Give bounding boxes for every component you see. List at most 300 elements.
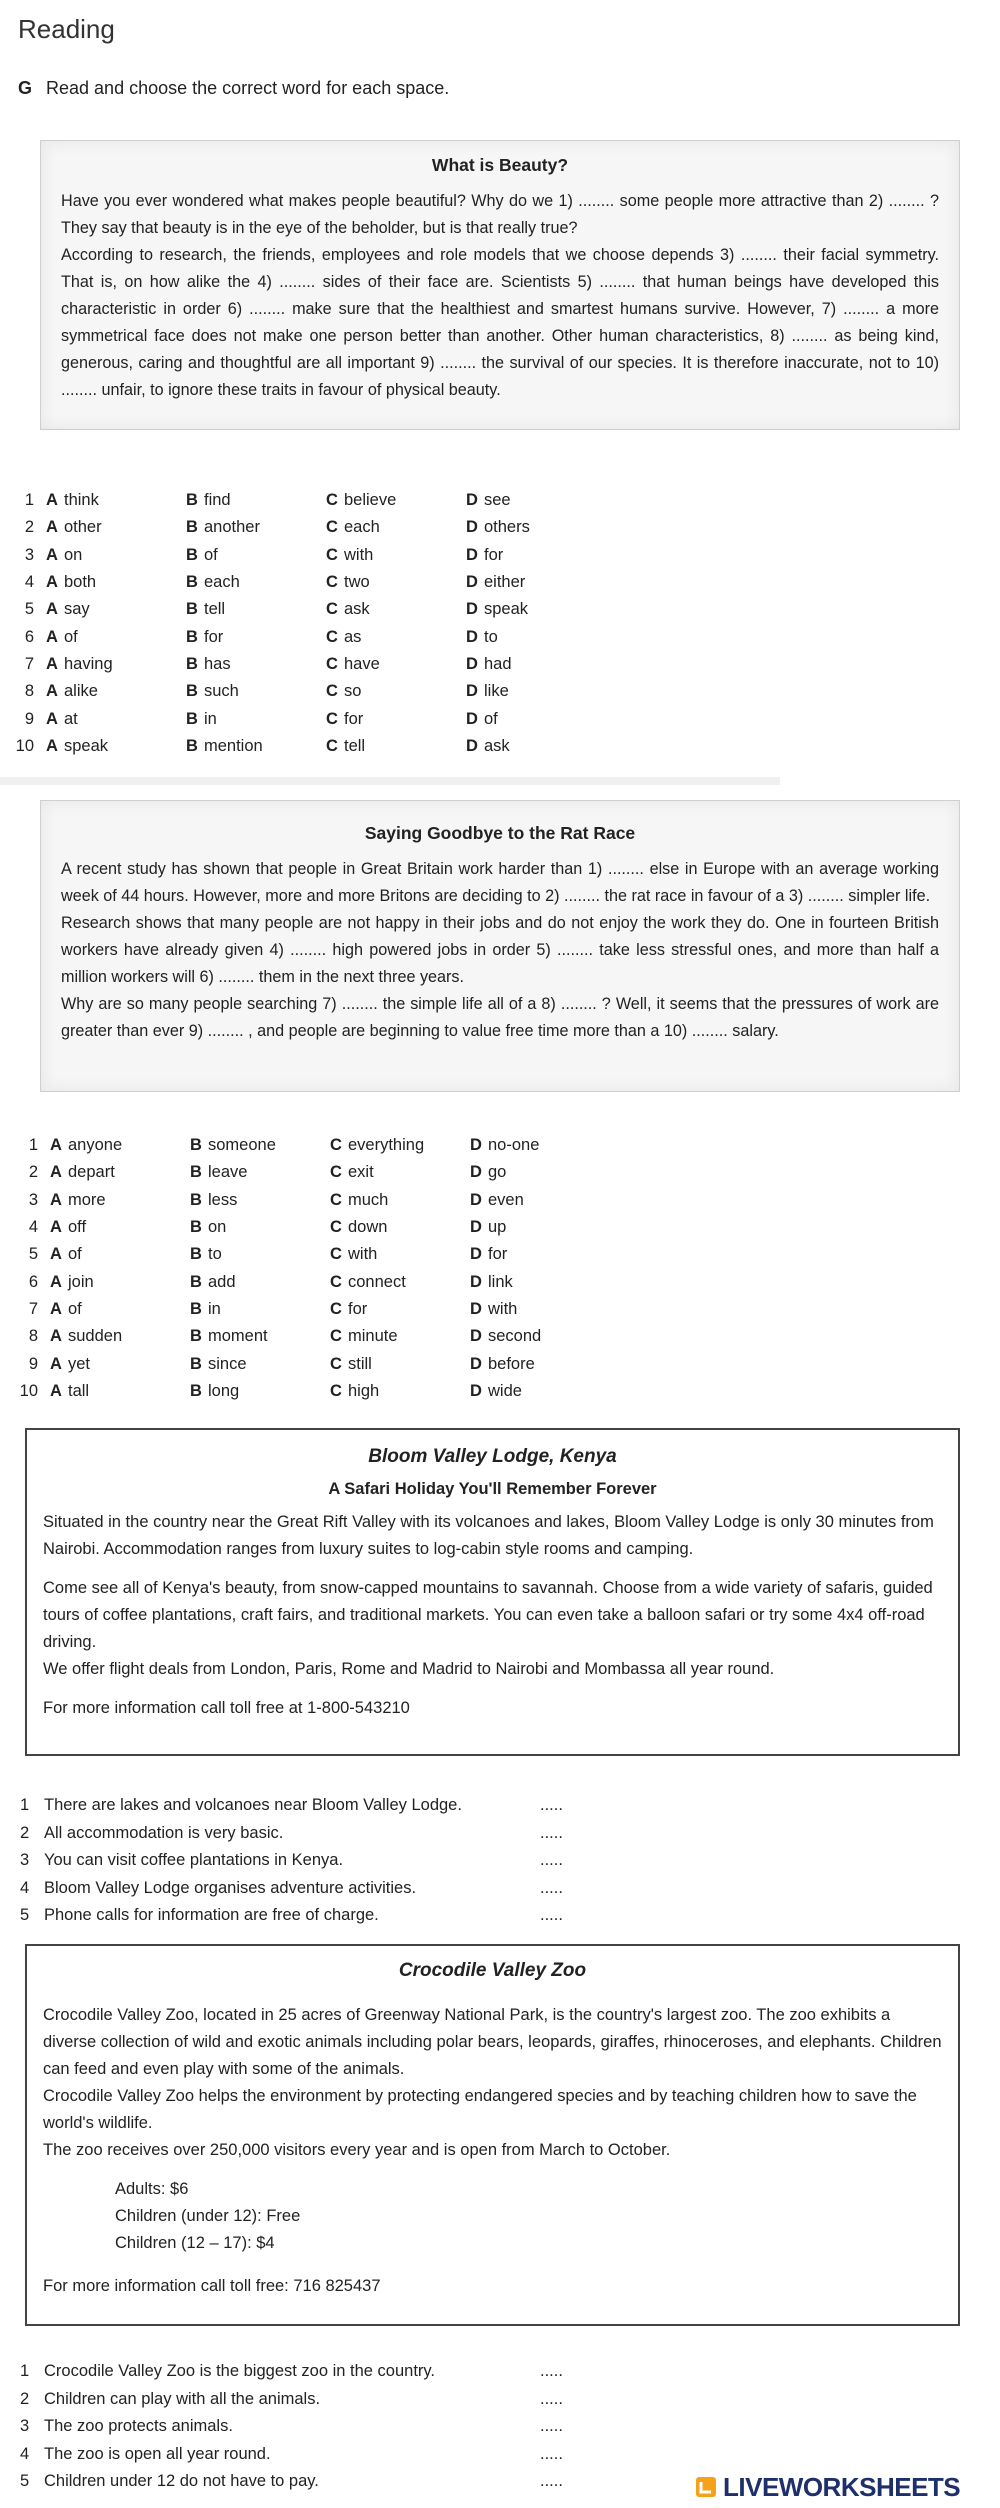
statement-row xyxy=(20,1820,580,1848)
option-word: since xyxy=(208,1354,247,1373)
option-a[interactable] xyxy=(46,710,186,729)
option-letter: A xyxy=(50,1245,62,1264)
answer-blank[interactable]: ..... xyxy=(540,1906,563,1925)
question-number: 3 xyxy=(24,545,34,564)
option-letter: C xyxy=(330,1272,342,1291)
option-b[interactable] xyxy=(190,1245,330,1264)
option-word: either xyxy=(484,573,526,592)
beauty-paragraph-1: Have you ever wondered what makes people beautiful? Why do we 1) ........ some people more attractive than 2) ........ ? They say that beauty is in the eye of the beholder, but is that really true? xyxy=(61,192,939,237)
option-c[interactable] xyxy=(326,600,466,619)
option-letter: C xyxy=(330,1163,342,1182)
option-word: ask xyxy=(344,600,370,619)
option-c[interactable] xyxy=(326,546,466,565)
option-d[interactable] xyxy=(466,546,606,565)
option-a[interactable] xyxy=(50,1163,190,1182)
statement-number: 1 xyxy=(20,2362,30,2381)
option-a[interactable] xyxy=(46,737,186,756)
option-row xyxy=(14,487,606,514)
option-c[interactable] xyxy=(326,491,466,510)
option-letter: C xyxy=(330,1354,342,1373)
statement-text: Children can play with all the animals. xyxy=(44,2389,321,2408)
option-b[interactable] xyxy=(186,737,326,756)
option-letter: C xyxy=(330,1190,342,1209)
option-word: say xyxy=(64,600,90,619)
option-word: more xyxy=(68,1190,106,1209)
price-children-12-17: Children (12 – 17): $4 xyxy=(115,2234,275,2252)
question-number: 1 xyxy=(24,491,34,510)
options-list-1 xyxy=(14,487,606,760)
option-letter: B xyxy=(190,1163,202,1182)
option-c[interactable] xyxy=(326,628,466,647)
statement-row xyxy=(20,1875,580,1903)
option-letter: C xyxy=(330,1299,342,1318)
option-letter: A xyxy=(50,1299,62,1318)
option-row xyxy=(18,1159,610,1186)
option-word: both xyxy=(64,573,97,592)
option-row xyxy=(18,1214,610,1241)
option-d[interactable] xyxy=(466,737,606,756)
option-b[interactable] xyxy=(190,1136,330,1155)
option-a[interactable] xyxy=(46,682,186,701)
option-row xyxy=(14,596,606,623)
option-word: to xyxy=(208,1245,222,1264)
option-word: with xyxy=(344,545,374,564)
option-letter: A xyxy=(50,1163,62,1182)
option-row xyxy=(14,569,606,596)
option-d[interactable] xyxy=(470,1327,610,1346)
option-letter: A xyxy=(46,600,58,619)
option-letter: B xyxy=(186,545,198,564)
option-word: each xyxy=(204,573,240,592)
option-a[interactable] xyxy=(46,600,186,619)
option-word: speak xyxy=(64,736,109,755)
option-row xyxy=(14,705,606,732)
option-word: down xyxy=(348,1218,388,1237)
option-b[interactable] xyxy=(186,710,326,729)
option-letter: C xyxy=(326,518,338,537)
option-c[interactable] xyxy=(330,1300,470,1319)
option-row xyxy=(18,1296,610,1323)
option-letter: B xyxy=(190,1354,202,1373)
option-c[interactable] xyxy=(330,1355,470,1374)
statement-text: Crocodile Valley Zoo is the biggest zoo in the country. xyxy=(44,2362,436,2381)
option-word: anyone xyxy=(68,1136,123,1155)
option-c[interactable] xyxy=(326,573,466,592)
option-word: believe xyxy=(344,491,397,510)
option-letter: A xyxy=(46,627,58,646)
statement-row xyxy=(20,1847,580,1875)
reading-box-rat-race xyxy=(40,800,960,1092)
option-letter: C xyxy=(326,682,338,701)
option-a[interactable] xyxy=(50,1355,190,1374)
option-b[interactable] xyxy=(190,1191,330,1210)
task-text: Read and choose the correct word for each space. xyxy=(46,78,450,98)
option-a[interactable] xyxy=(50,1300,190,1319)
option-d[interactable] xyxy=(466,600,606,619)
option-b[interactable] xyxy=(190,1300,330,1319)
option-d[interactable] xyxy=(466,491,606,510)
option-a[interactable] xyxy=(50,1245,190,1264)
answer-blank[interactable]: ..... xyxy=(540,1851,563,1870)
statement-text: Children under 12 do not have to pay. xyxy=(44,2472,319,2491)
option-letter: B xyxy=(186,573,198,592)
question-number: 8 xyxy=(24,682,34,701)
option-d[interactable] xyxy=(470,1273,610,1292)
option-a[interactable] xyxy=(46,655,186,674)
option-c[interactable] xyxy=(326,655,466,674)
answer-blank[interactable]: ..... xyxy=(540,2472,563,2491)
option-word: everything xyxy=(348,1136,425,1155)
option-letter: A xyxy=(46,573,58,592)
option-b[interactable] xyxy=(186,518,326,537)
question-number: 7 xyxy=(24,654,34,673)
option-d[interactable] xyxy=(466,682,606,701)
zoo-advert xyxy=(25,1944,960,2326)
option-c[interactable] xyxy=(326,682,466,701)
logo-text: LIVEWORKSHEETS xyxy=(723,2471,961,2502)
statement-number: 5 xyxy=(20,1906,30,1925)
option-b[interactable] xyxy=(186,655,326,674)
option-c[interactable] xyxy=(330,1218,470,1237)
task-instruction xyxy=(18,78,449,99)
option-letter: D xyxy=(466,736,478,755)
option-row xyxy=(18,1187,610,1214)
option-c[interactable] xyxy=(330,1191,470,1210)
option-letter: D xyxy=(470,1272,482,1291)
option-row xyxy=(18,1323,610,1350)
option-word: like xyxy=(484,682,509,701)
option-letter: B xyxy=(186,682,198,701)
option-c[interactable] xyxy=(330,1136,470,1155)
zoo-paragraph-3: The zoo receives over 250,000 visitors every year and is open from March to October. xyxy=(43,2141,671,2159)
statement-row xyxy=(20,2386,580,2414)
statement-text: Bloom Valley Lodge organises adventure activities. xyxy=(44,1878,417,1897)
option-letter: B xyxy=(190,1136,202,1155)
option-letter: D xyxy=(466,654,478,673)
option-word: leave xyxy=(208,1163,248,1182)
lodge-title: Bloom Valley Lodge, Kenya xyxy=(368,1446,617,1467)
statement-row xyxy=(20,1902,580,1930)
lodge-paragraph-2: Come see all of Kenya's beauty, from snow-capped mountains to savannah. Choose from a wide variety of safaris, guided tours of coffee plantations, craft fairs, and traditional markets. You can even take a balloon safari or try some 4x4 off-road driving. xyxy=(43,1579,933,1651)
option-letter: A xyxy=(50,1327,62,1346)
beauty-title: What is Beauty? xyxy=(431,155,569,175)
option-a[interactable] xyxy=(50,1382,190,1401)
option-letter: A xyxy=(50,1190,62,1209)
option-c[interactable] xyxy=(330,1327,470,1346)
option-word: with xyxy=(348,1245,378,1264)
option-letter: C xyxy=(330,1327,342,1346)
option-d[interactable] xyxy=(470,1300,610,1319)
rat-race-paragraph-3: Why are so many people searching 7) ........ the simple life all of a 8) ........ ? Well, it seems that the pressures of work are greater than ever 9) ........ , and people are beginning to value free time more than a 10) ........ salary. xyxy=(61,995,939,1040)
lodge-advert xyxy=(25,1428,960,1756)
statement-number: 1 xyxy=(20,1796,30,1815)
option-letter: C xyxy=(330,1245,342,1264)
price-adults: Adults: $6 xyxy=(115,2180,189,2198)
option-row xyxy=(14,542,606,569)
option-word: to xyxy=(484,627,498,646)
option-d[interactable] xyxy=(466,573,606,592)
option-a[interactable] xyxy=(50,1218,190,1237)
question-number: 10 xyxy=(15,736,34,755)
option-word: each xyxy=(344,518,380,537)
option-word: depart xyxy=(68,1163,115,1182)
option-letter: C xyxy=(326,654,338,673)
zoo-title: Crocodile Valley Zoo xyxy=(398,1960,587,1981)
option-b[interactable] xyxy=(190,1273,330,1292)
option-a[interactable] xyxy=(50,1273,190,1292)
option-letter: A xyxy=(50,1381,62,1400)
option-word: on xyxy=(208,1218,227,1237)
option-letter: A xyxy=(46,545,58,564)
option-word: think xyxy=(64,491,99,510)
option-letter: C xyxy=(326,545,338,564)
option-letter: A xyxy=(46,654,58,673)
option-letter: D xyxy=(466,545,478,564)
option-word: go xyxy=(488,1163,507,1182)
option-a[interactable] xyxy=(50,1191,190,1210)
option-d[interactable] xyxy=(470,1382,610,1401)
statement-text: The zoo is open all year round. xyxy=(44,2444,271,2463)
question-number: 6 xyxy=(24,627,34,646)
option-letter: A xyxy=(50,1272,62,1291)
statement-text: The zoo protects animals. xyxy=(44,2417,233,2436)
option-a[interactable] xyxy=(46,546,186,565)
option-word: with xyxy=(488,1299,518,1318)
option-letter: C xyxy=(326,600,338,619)
option-d[interactable] xyxy=(466,655,606,674)
lodge-statements xyxy=(20,1792,580,1930)
option-word: much xyxy=(348,1190,389,1209)
option-c[interactable] xyxy=(326,710,466,729)
answer-blank[interactable]: ..... xyxy=(540,2444,563,2463)
option-word: as xyxy=(344,627,362,646)
option-c[interactable] xyxy=(330,1382,470,1401)
option-c[interactable] xyxy=(326,737,466,756)
question-number: 2 xyxy=(28,1163,38,1182)
option-word: ask xyxy=(484,736,510,755)
option-row xyxy=(18,1268,610,1295)
option-word: other xyxy=(64,518,102,537)
statement-number: 3 xyxy=(20,1851,30,1870)
option-letter: B xyxy=(186,709,198,728)
option-word: moment xyxy=(208,1327,268,1346)
option-row xyxy=(14,514,606,541)
option-row xyxy=(14,623,606,650)
option-d[interactable] xyxy=(470,1191,610,1210)
question-number: 9 xyxy=(28,1354,38,1373)
option-d[interactable] xyxy=(466,628,606,647)
question-number: 6 xyxy=(28,1272,38,1291)
option-word: up xyxy=(488,1218,507,1237)
option-letter: D xyxy=(470,1299,482,1318)
question-number: 10 xyxy=(19,1381,38,1400)
option-word: for xyxy=(348,1299,368,1318)
option-word: having xyxy=(64,654,113,673)
option-c[interactable] xyxy=(330,1273,470,1292)
option-a[interactable] xyxy=(50,1136,190,1155)
option-c[interactable] xyxy=(326,518,466,537)
option-word: alike xyxy=(64,682,98,701)
option-row xyxy=(18,1132,610,1159)
option-word: had xyxy=(484,654,512,673)
statement-text: Phone calls for information are free of charge. xyxy=(44,1906,379,1925)
page-title: Reading xyxy=(18,14,115,44)
option-row xyxy=(18,1378,610,1405)
zoo-paragraph-1: Crocodile Valley Zoo, located in 25 acres of Greenway National Park, is the country's largest zoo. The zoo exhibits a diverse collection of wild and exotic animals including polar bears, leopards, giraffes, rhinoceroses, and elephants. Children can feed and even play with some of the animals. xyxy=(43,2006,942,2078)
option-letter: C xyxy=(330,1218,342,1237)
option-word: of xyxy=(484,709,498,728)
option-row xyxy=(14,733,606,760)
option-d[interactable] xyxy=(466,518,606,537)
option-word: have xyxy=(344,654,380,673)
option-b[interactable] xyxy=(186,682,326,701)
option-letter: D xyxy=(466,491,478,510)
option-letter: C xyxy=(330,1381,342,1400)
option-letter: D xyxy=(470,1381,482,1400)
option-letter: B xyxy=(186,491,198,510)
option-letter: D xyxy=(466,573,478,592)
option-letter: A xyxy=(46,736,58,755)
option-letter: D xyxy=(466,682,478,701)
option-a[interactable] xyxy=(46,573,186,592)
statement-text: You can visit coffee plantations in Kenya. xyxy=(44,1851,344,1870)
option-letter: B xyxy=(186,736,198,755)
lodge-subtitle: A Safari Holiday You'll Remember Forever xyxy=(328,1480,657,1498)
answer-blank[interactable]: ..... xyxy=(540,2417,563,2436)
option-word: in xyxy=(208,1299,221,1318)
question-number: 5 xyxy=(24,600,34,619)
option-letter: D xyxy=(470,1245,482,1264)
option-word: for xyxy=(484,545,504,564)
logo-icon xyxy=(695,2476,717,2498)
option-word: minute xyxy=(348,1327,398,1346)
option-letter: A xyxy=(50,1136,62,1155)
answer-blank[interactable]: ..... xyxy=(540,2362,563,2381)
answer-blank[interactable]: ..... xyxy=(540,2389,563,2408)
option-word: yet xyxy=(68,1354,91,1373)
option-c[interactable] xyxy=(330,1163,470,1182)
answer-blank[interactable]: ..... xyxy=(540,1823,563,1842)
option-d[interactable] xyxy=(470,1136,610,1155)
task-label: G xyxy=(18,78,33,98)
rat-race-paragraph-2: Research shows that many people are not happy in their jobs and do not enjoy the work they do. One in fourteen British workers have already given 4) ........ high powered jobs in order 5) ........ take less stressful ones, and more than half a million workers will 6) ........ them in the next three years. xyxy=(61,914,939,986)
option-word: on xyxy=(64,545,83,564)
option-word: tell xyxy=(204,600,226,619)
option-letter: D xyxy=(470,1354,482,1373)
statement-row xyxy=(20,2468,580,2496)
option-b[interactable] xyxy=(190,1355,330,1374)
option-word: tell xyxy=(344,736,366,755)
option-letter: B xyxy=(186,518,198,537)
option-word: others xyxy=(484,518,530,537)
option-row xyxy=(14,678,606,705)
option-letter: C xyxy=(326,736,338,755)
statement-number: 4 xyxy=(20,1878,30,1897)
lodge-contact: For more information call toll free at 1-800-543210 xyxy=(43,1699,410,1717)
answer-blank[interactable]: ..... xyxy=(540,1878,563,1897)
lodge-paragraph-3: We offer flight deals from London, Paris, Rome and Madrid to Nairobi and Mombassa all year round. xyxy=(43,1660,775,1678)
option-d[interactable] xyxy=(470,1245,610,1264)
option-row xyxy=(14,651,606,678)
option-letter: C xyxy=(326,709,338,728)
option-word: someone xyxy=(208,1136,276,1155)
option-a[interactable] xyxy=(50,1327,190,1346)
option-word: still xyxy=(348,1354,372,1373)
option-letter: B xyxy=(190,1218,202,1237)
option-word: such xyxy=(204,682,239,701)
option-d[interactable] xyxy=(470,1355,610,1374)
option-letter: A xyxy=(50,1218,62,1237)
zoo-statements xyxy=(20,2358,580,2496)
option-b[interactable] xyxy=(186,546,326,565)
option-a[interactable] xyxy=(46,518,186,537)
reading-box-beauty xyxy=(40,140,960,430)
option-letter: D xyxy=(470,1190,482,1209)
option-b[interactable] xyxy=(190,1218,330,1237)
statement-number: 5 xyxy=(20,2472,30,2491)
question-number: 9 xyxy=(24,709,34,728)
option-b[interactable] xyxy=(186,491,326,510)
option-word: for xyxy=(488,1245,508,1264)
question-number: 1 xyxy=(28,1136,38,1155)
option-letter: A xyxy=(46,518,58,537)
option-b[interactable] xyxy=(190,1327,330,1346)
option-word: second xyxy=(488,1327,542,1346)
option-word: before xyxy=(488,1354,535,1373)
option-a[interactable] xyxy=(46,491,186,510)
option-row xyxy=(18,1350,610,1377)
option-word: another xyxy=(204,518,260,537)
option-c[interactable] xyxy=(330,1245,470,1264)
option-letter: B xyxy=(190,1190,202,1209)
zoo-prices xyxy=(115,2176,942,2257)
option-b[interactable] xyxy=(186,600,326,619)
option-word: high xyxy=(348,1381,380,1400)
option-word: at xyxy=(64,709,78,728)
option-b[interactable] xyxy=(186,628,326,647)
option-letter: B xyxy=(186,600,198,619)
option-a[interactable] xyxy=(46,628,186,647)
option-word: no-one xyxy=(488,1136,540,1155)
option-letter: D xyxy=(470,1218,482,1237)
statement-row xyxy=(20,2358,580,2386)
option-b[interactable] xyxy=(190,1382,330,1401)
option-letter: C xyxy=(330,1136,342,1155)
liveworksheets-logo xyxy=(695,2472,995,2502)
question-number: 4 xyxy=(24,573,34,592)
option-word: tall xyxy=(68,1381,90,1400)
option-b[interactable] xyxy=(190,1163,330,1182)
option-word: of xyxy=(204,545,218,564)
option-letter: A xyxy=(46,491,58,510)
option-b[interactable] xyxy=(186,573,326,592)
question-number: 2 xyxy=(24,518,34,537)
question-number: 5 xyxy=(28,1245,38,1264)
option-d[interactable] xyxy=(470,1218,610,1237)
option-d[interactable] xyxy=(466,710,606,729)
option-word: of xyxy=(64,627,78,646)
option-letter: D xyxy=(466,600,478,619)
statement-row xyxy=(20,2441,580,2469)
option-d[interactable] xyxy=(470,1163,610,1182)
option-letter: A xyxy=(46,682,58,701)
option-letter: B xyxy=(186,654,198,673)
statement-text: There are lakes and volcanoes near Bloom Valley Lodge. xyxy=(44,1796,462,1815)
options-list-2 xyxy=(18,1132,610,1405)
answer-blank[interactable]: ..... xyxy=(540,1796,563,1815)
option-word: join xyxy=(68,1272,94,1291)
option-word: for xyxy=(344,709,364,728)
